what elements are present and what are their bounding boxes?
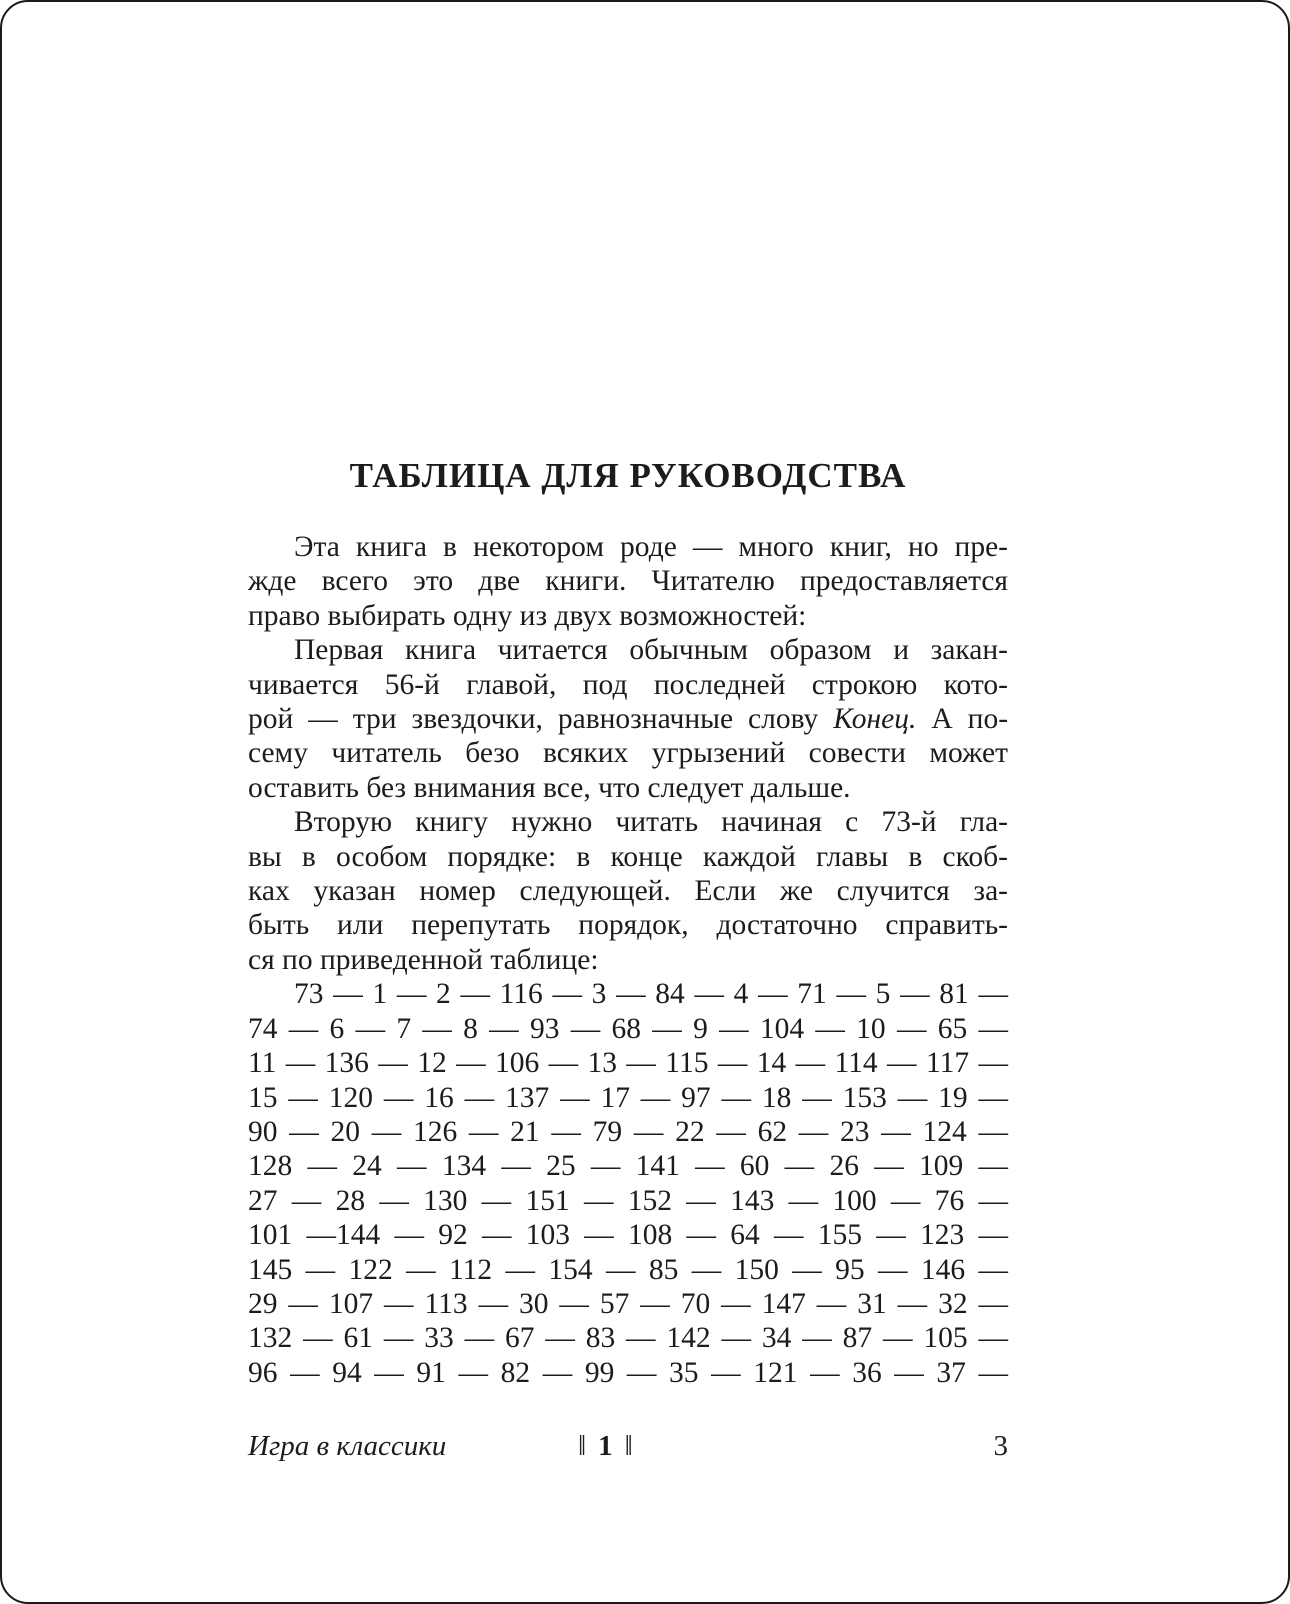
page-footer [248,1430,1008,1470]
part-marker [578,1430,633,1463]
part-bar-left: ‖ [578,1430,587,1462]
chapter-sequence-table [248,977,1008,1390]
sequence-row: 128 — 24 — 134 — 25 — 141 — 60 — 26 — 109 — [248,1150,1008,1183]
sequence-row: 73 — 1 — 2 — 116 — 3 — 84 — 4 — 71 — 5 — 81 — [294,978,1008,1011]
text-line: оставить без внимания все, что следует дальше. [248,771,851,804]
italic-word: Конец. [833,703,917,736]
text-line: вы в особом порядке: в конце каждой главы в скоб- [248,840,1008,873]
sequence-row: 90 — 20 — 126 — 21 — 79 — 22 — 62 — 23 — 124 — [248,1115,1008,1148]
text-line: Первая книга читается обычным образом и закан- [294,634,1008,667]
sequence-row: 74 — 6 — 7 — 8 — 93 — 68 — 9 — 104 — 10 — 65 — [248,1012,1008,1045]
text-line: сему читатель безо всяких угрызений совести может [248,737,1008,770]
book-page [248,0,1008,1604]
body-text [248,530,1008,1390]
paragraph-2 [248,633,1008,805]
sequence-row: 132 — 61 — 33 — 67 — 83 — 142 — 34 — 87 — 105 — [248,1322,1008,1355]
sequence-row: 15 — 120 — 16 — 137 — 17 — 97 — 18 — 153 — 19 — [248,1081,1008,1114]
page-number: 3 [993,1430,1008,1462]
sequence-row: 29 — 107 — 113 — 30 — 57 — 70 — 147 — 31 — 32 — [248,1287,1008,1320]
text-line-with-italic [248,702,1008,736]
text-segment: А по- [931,703,1009,736]
sequence-row: 27 — 28 — 130 — 151 — 152 — 143 — 100 — 76 — [248,1184,1008,1217]
text-line: быть или перепутать порядок, достаточно справить- [248,909,1008,942]
part-bar-right: ‖ [624,1430,633,1462]
page-title: ТАБЛИЦА ДЛЯ РУКОВОДСТВА [349,456,907,495]
paragraph-3 [248,805,1008,977]
sequence-row: 145 — 122 — 112 — 154 — 85 — 150 — 95 — 146 — [248,1253,1008,1286]
text-segment: рой — три звездочки, равнозначные слову [248,703,819,736]
text-line: ках указан номер следующей. Если же случится за- [248,875,1008,908]
sequence-row: 96 — 94 — 91 — 82 — 99 — 35 — 121 — 36 — 37 — [248,1356,1008,1389]
text-line: жде всего это две книги. Читателю предоставляется [248,565,1008,598]
text-line: право выбирать одну из двух возможностей: [248,599,807,632]
part-number: 1 [598,1430,613,1462]
sequence-row: 11 — 136 — 12 — 106 — 13 — 115 — 14 — 114 — 117 — [248,1047,1008,1080]
text-line: чивается 56-й главой, под последней строкою кото- [248,668,1008,701]
running-title: Игра в классики [248,1430,447,1462]
text-line: Эта книга в некотором роде — много книг, но пре- [294,531,1008,563]
text-line: Вторую книгу нужно читать начиная с 73-й гла- [294,806,1008,839]
paragraph-1 [248,530,1008,633]
sequence-row: 101 —144 — 92 — 103 — 108 — 64 — 155 — 123 — [248,1219,1008,1252]
text-line: ся по приведенной таблице: [248,943,599,976]
